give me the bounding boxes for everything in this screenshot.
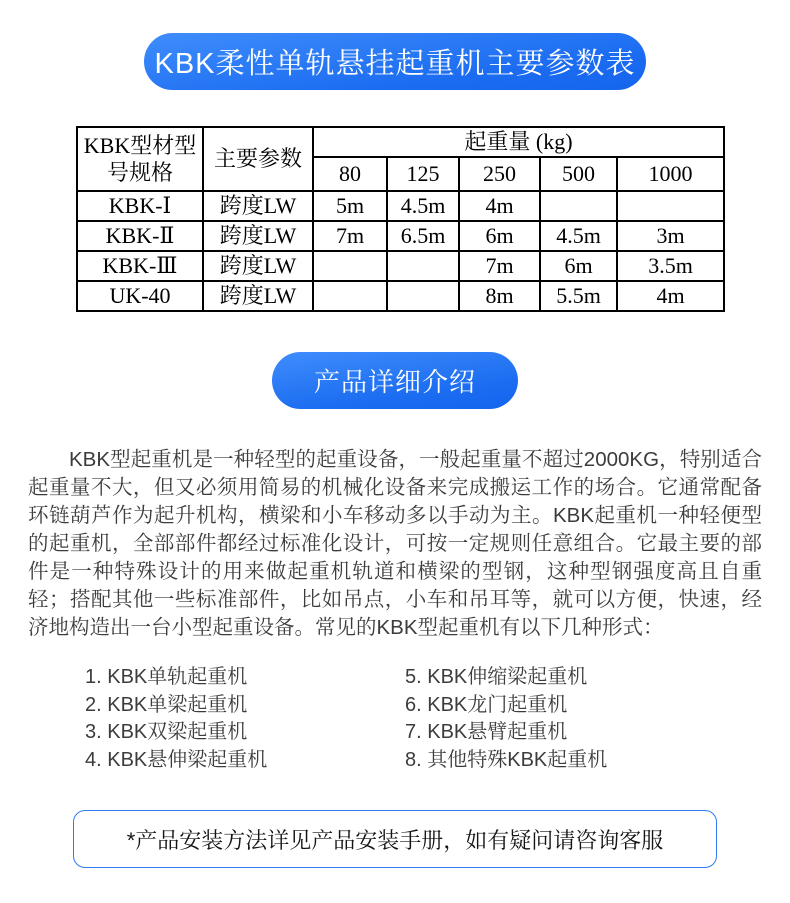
- intro-paragraph: KBK型起重机是一种轻型的起重设备，一般起重量不超过2000KG，特别适合起重量不大，但又必须用简易的机械化设备来完成搬运工作的场合。它通常配备环链葫芦作为起升机构，横梁和小车移动多以手动为主。KBK起重机一种轻便型的起重机，全部部件都经过标准化设计，可按一定规则任意组合。它最主要的部件是一种特殊设计的用来做起重机轨道和横梁的型钢，这种型钢强度高且自重轻；搭配其他一些标准部件，比如吊点，小车和吊耳等，就可以方便，快速，经济地构造出一台小型起重设备。常见的KBK型起重机有以下几种形式：: [28, 448, 762, 639]
- title-banner: [144, 33, 646, 90]
- list-item: 6. KBK龙门起重机: [405, 693, 568, 716]
- footnote-text: *产品安装方法详见产品安装手册，如有疑问请咨询客服: [126, 827, 664, 853]
- param-cell: 跨度LW: [203, 191, 313, 221]
- product-intro-section-header: [272, 352, 518, 409]
- value-cell: 7m: [459, 251, 540, 281]
- param-cell: 跨度LW: [203, 251, 313, 281]
- param-cell: 跨度LW: [203, 281, 313, 311]
- value-cell: 6m: [540, 251, 617, 281]
- list-item: 5. KBK伸缩梁起重机: [405, 666, 588, 688]
- parameter-table: [76, 126, 725, 312]
- list-item: 4. KBK悬伸梁起重机: [85, 748, 268, 771]
- header-main-param: 主要参数: [203, 127, 313, 191]
- value-cell: [313, 281, 387, 311]
- section-header-label: 产品详细介绍: [313, 367, 476, 397]
- header-capacity-250: 250: [459, 157, 540, 191]
- value-cell: 4m: [617, 281, 724, 311]
- value-cell: [540, 191, 617, 221]
- table-row: [77, 281, 724, 311]
- value-cell: [387, 281, 459, 311]
- header-capacity-500: 500: [540, 157, 617, 191]
- header-capacity-1000: 1000: [617, 157, 724, 191]
- model-cell: KBK-Ⅲ: [77, 251, 203, 281]
- value-cell: [387, 251, 459, 281]
- table-row: [77, 191, 724, 221]
- value-cell: 3.5m: [617, 251, 724, 281]
- value-cell: 4.5m: [387, 191, 459, 221]
- value-cell: 3m: [617, 221, 724, 251]
- table-row: [77, 221, 724, 251]
- value-cell: 6.5m: [387, 221, 459, 251]
- value-cell: 5m: [313, 191, 387, 221]
- value-cell: 6m: [459, 221, 540, 251]
- list-item: 7. KBK悬臂起重机: [405, 721, 568, 743]
- table-header-row-1: [77, 127, 724, 157]
- value-cell: [617, 191, 724, 221]
- crane-type-list-left-column: [85, 664, 405, 774]
- value-cell: 4m: [459, 191, 540, 221]
- crane-type-list-right-column: [405, 664, 607, 774]
- list-item: 1. KBK单轨起重机: [85, 666, 248, 688]
- value-cell: 5.5m: [540, 281, 617, 311]
- model-cell: KBK-Ⅰ: [77, 191, 203, 221]
- value-cell: [313, 251, 387, 281]
- installation-footnote-box: [73, 810, 717, 868]
- value-cell: 7m: [313, 221, 387, 251]
- header-lifting-capacity: 起重量 (kg): [313, 127, 724, 157]
- model-cell: UK-40: [77, 281, 203, 311]
- list-item: 8. 其他特殊KBK起重机: [405, 748, 608, 771]
- list-item: 2. KBK单梁起重机: [85, 693, 248, 716]
- value-cell: 8m: [459, 281, 540, 311]
- list-item: 3. KBK双梁起重机: [85, 721, 248, 743]
- header-capacity-80: 80: [313, 157, 387, 191]
- model-cell: KBK-Ⅱ: [77, 221, 203, 251]
- table-row: [77, 251, 724, 281]
- param-cell: 跨度LW: [203, 221, 313, 251]
- crane-type-list: [85, 664, 790, 774]
- page-title: KBK柔性单轨悬挂起重机主要参数表: [154, 48, 636, 80]
- header-capacity-125: 125: [387, 157, 459, 191]
- value-cell: 4.5m: [540, 221, 617, 251]
- header-model-spec: KBK型材型号规格: [77, 127, 203, 191]
